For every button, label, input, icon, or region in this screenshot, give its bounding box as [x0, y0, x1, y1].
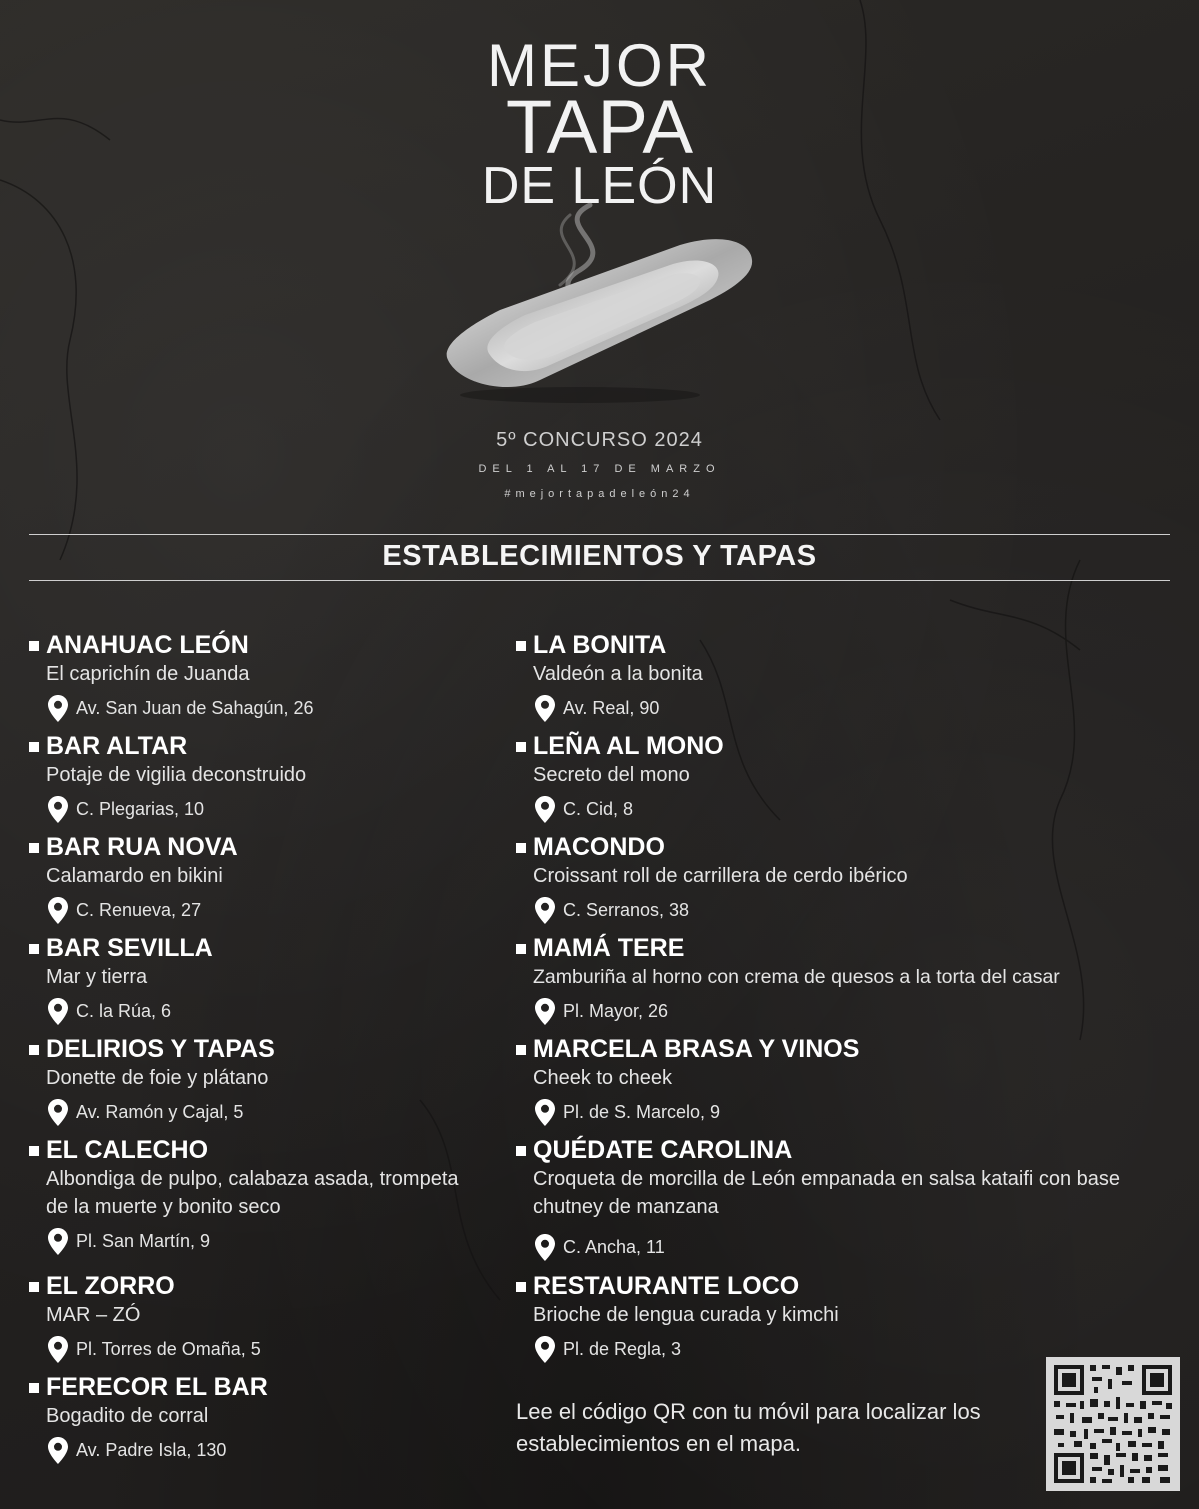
address-text: Av. Real, 90 [563, 698, 660, 718]
listing-entry [516, 832, 1176, 922]
address-text: Av. Padre Isla, 130 [76, 1440, 227, 1460]
logo-title-line2: TAPA [505, 85, 694, 170]
address-text: Av. Ramón y Cajal, 5 [76, 1102, 244, 1122]
establishment-name: EL ZORRO [29, 1271, 499, 1301]
contest-edition: 5º CONCURSO 2024 [496, 429, 703, 451]
map-pin-icon [534, 1233, 556, 1262]
map-pin-icon [47, 795, 69, 824]
listing-entry [29, 1135, 499, 1253]
establishment-name: MACONDO [516, 832, 1176, 862]
establishment-name: QUÉDATE CAROLINA [516, 1135, 1176, 1165]
address [29, 797, 499, 821]
establishment-name: MAMÁ TERE [516, 933, 1176, 963]
listing-entry [516, 731, 1176, 821]
establishment-name: DELIRIOS Y TAPAS [29, 1034, 499, 1064]
map-pin-icon [47, 1098, 69, 1127]
logo-title-line1: MEJOR [487, 32, 712, 99]
map-pin-icon [47, 1436, 69, 1465]
address [516, 797, 1176, 821]
listing-entry [29, 1372, 499, 1462]
tapa-name: Albondiga de pulpo, calabaza asada, trompeta de la muerte y bonito seco [46, 1168, 459, 1218]
qr-instructions: Lee el código QR con tu móvil para localizar los establecimientos en el mapa. [516, 1399, 981, 1456]
tapa-name: MAR – ZÓ [46, 1304, 141, 1326]
serving-tray-icon [430, 195, 770, 420]
tapa-name: Croqueta de morcilla de León empanada en salsa kataifi con base chutney de manzana [533, 1168, 1121, 1218]
establishment-name: LEÑA AL MONO [516, 731, 1176, 761]
listing-entry [29, 933, 499, 1023]
map-pin-icon [47, 1227, 69, 1256]
address [516, 696, 1176, 720]
establishment-name: BAR SEVILLA [29, 933, 499, 963]
tapa-name: Croissant roll de carrillera de cerdo ibérico [533, 865, 908, 887]
listing-entry [516, 1135, 1176, 1259]
address-text: Av. San Juan de Sahagún, 26 [76, 698, 314, 718]
listing-entry [29, 630, 499, 720]
tapa-name: Brioche de lengua curada y kimchi [533, 1304, 839, 1326]
listing-entry [516, 630, 1176, 720]
listing-entry [29, 1271, 499, 1361]
map-pin-icon [534, 795, 556, 824]
address-text: C. Renueva, 27 [76, 900, 202, 920]
address-text: C. Serranos, 38 [563, 900, 690, 920]
address [29, 1438, 499, 1462]
establishment-name: RESTAURANTE LOCO [516, 1271, 1176, 1301]
address-text: Pl. de Regla, 3 [563, 1339, 682, 1359]
listing-entry [516, 933, 1176, 1023]
establishment-name: BAR ALTAR [29, 731, 499, 761]
address [29, 898, 499, 922]
address [29, 696, 499, 720]
contest-hashtag: #mejortapadeleón24 [504, 488, 695, 500]
listing-entry [516, 1034, 1176, 1124]
establishment-name: ANAHUAC LEÓN [29, 630, 499, 660]
establishment-name: LA BONITA [516, 630, 1176, 660]
logo-title-line3: DE LEÓN [481, 157, 718, 215]
address-text: C. Ancha, 11 [563, 1237, 665, 1257]
listing-entry [29, 1034, 499, 1124]
section-title: ESTABLECIMIENTOS Y TAPAS [382, 540, 817, 572]
tapa-name: El caprichín de Juanda [46, 663, 250, 685]
address-text: Pl. San Martín, 9 [76, 1231, 211, 1251]
address-text: Pl. Mayor, 26 [563, 1001, 669, 1021]
listing-entry [516, 1271, 1176, 1361]
map-pin-icon [534, 1335, 556, 1364]
address-text: Pl. de S. Marcelo, 9 [563, 1102, 721, 1122]
map-pin-icon [534, 896, 556, 925]
map-pin-icon [47, 896, 69, 925]
address [516, 898, 1176, 922]
establishment-name: MARCELA BRASA Y VINOS [516, 1034, 1176, 1064]
address [29, 1100, 499, 1124]
address [516, 1235, 1176, 1259]
top-divider [29, 534, 1170, 535]
qr-code-icon[interactable] [1046, 1357, 1180, 1491]
establishment-name: BAR RUA NOVA [29, 832, 499, 862]
address [516, 1100, 1176, 1124]
address-text: C. Cid, 8 [563, 799, 634, 819]
map-pin-icon [47, 1335, 69, 1364]
address [29, 999, 499, 1023]
establishment-name: FERECOR EL BAR [29, 1372, 499, 1402]
address [29, 1337, 499, 1361]
address [516, 999, 1176, 1023]
address-text: C. Plegarias, 10 [76, 799, 205, 819]
map-pin-icon [534, 694, 556, 723]
tapa-name: Mar y tierra [46, 966, 148, 988]
establishment-name: EL CALECHO [29, 1135, 499, 1165]
bottom-divider [29, 580, 1170, 581]
listing-entry [29, 731, 499, 821]
map-pin-icon [534, 1098, 556, 1127]
map-pin-icon [47, 694, 69, 723]
tapa-name: Calamardo en bikini [46, 865, 223, 887]
address-text: Pl. Torres de Omaña, 5 [76, 1339, 261, 1359]
map-pin-icon [534, 997, 556, 1026]
tapa-name: Secreto del mono [533, 764, 690, 786]
address [29, 1229, 499, 1253]
listing-entry [29, 832, 499, 922]
tapa-name: Valdeón a la bonita [533, 663, 703, 685]
contest-dates: DEL 1 AL 17 DE MARZO [478, 463, 721, 475]
tapa-name: Zamburiña al horno con crema de quesos a la torta del casar [533, 966, 1060, 988]
tapa-name: Donette de foie y plátano [46, 1067, 269, 1089]
map-pin-icon [47, 997, 69, 1026]
tapa-name: Cheek to cheek [533, 1067, 672, 1089]
tapa-name: Bogadito de corral [46, 1405, 209, 1427]
address-text: C. la Rúa, 6 [76, 1001, 172, 1021]
tapa-name: Potaje de vigilia deconstruido [46, 764, 307, 786]
